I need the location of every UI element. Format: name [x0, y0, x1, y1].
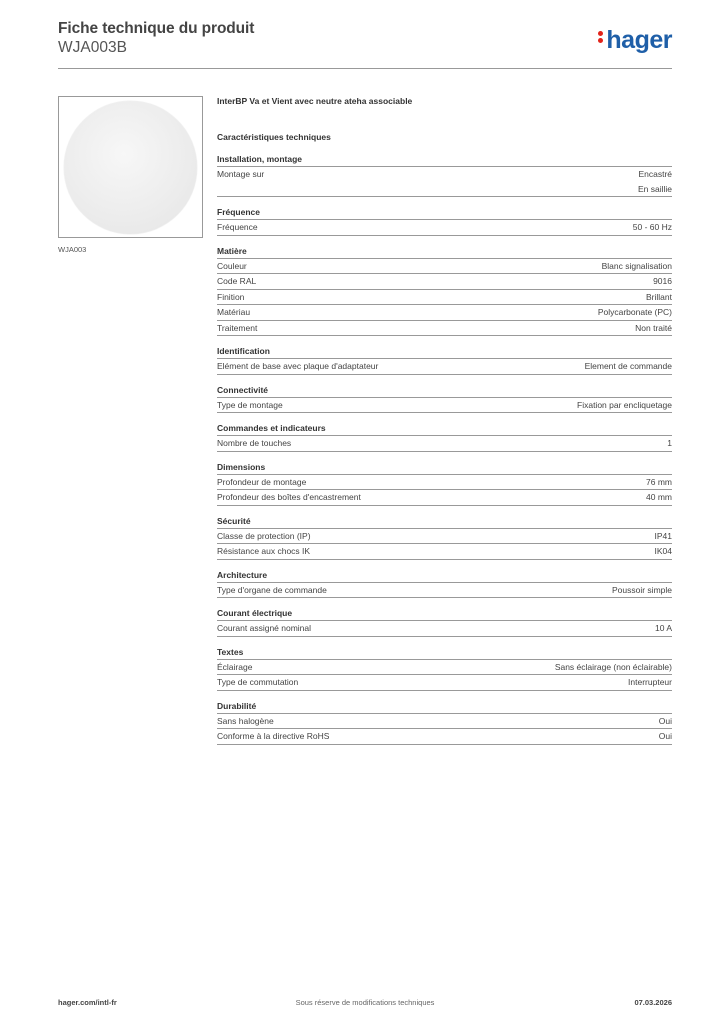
- spec-value-line: Polycarbonate (PC): [597, 307, 672, 317]
- spec-group-title: Fréquence: [217, 207, 672, 220]
- spec-value-line: Brillant: [646, 291, 672, 302]
- spec-group: [217, 154, 672, 197]
- spec-group-title: Courant électrique: [217, 608, 672, 621]
- spec-value-line: 10 A: [654, 623, 672, 633]
- spec-value: [646, 475, 672, 490]
- spec-label: Couleur: [217, 260, 247, 271]
- spec-value-line: Interrupteur: [628, 677, 672, 687]
- spec-value: [633, 220, 672, 235]
- hager-logo: [598, 26, 672, 55]
- spec-label: Fréquence: [217, 222, 258, 232]
- spec-value-line: Blanc signalisation: [601, 260, 672, 271]
- spec-value-line: Sans éclairage (non éclairable): [554, 661, 672, 672]
- spec-label: Type d'organe de commande: [217, 584, 327, 595]
- footer-date: 07.03.2026: [634, 998, 672, 1007]
- spec-group: [217, 385, 672, 414]
- spec-group: [217, 246, 672, 337]
- spec-value: [653, 274, 672, 289]
- spec-label: Profondeur des boîtes d'encastrement: [217, 492, 361, 502]
- spec-groups: [217, 154, 672, 745]
- spec-row: [217, 675, 672, 691]
- spec-row: [217, 259, 672, 275]
- image-caption: WJA003: [58, 245, 87, 254]
- spec-content: [217, 96, 672, 755]
- spec-group: [217, 423, 672, 452]
- footer-website: hager.com/intl-fr: [58, 998, 117, 1007]
- spec-label: Traitement: [217, 322, 258, 333]
- spec-group: [217, 462, 672, 506]
- spec-value-line: 1: [667, 438, 672, 448]
- product-photo-disc: [64, 101, 197, 234]
- spec-group-title: Dimensions: [217, 462, 672, 475]
- spec-value: [555, 660, 672, 675]
- spec-value: [655, 621, 672, 636]
- spec-value-line: En saillie: [637, 183, 672, 194]
- spec-group-title: Textes: [217, 647, 672, 660]
- spec-value: [598, 305, 672, 320]
- spec-group-title: Matière: [217, 246, 672, 259]
- spec-group: [217, 207, 672, 236]
- spec-row: [217, 220, 672, 236]
- spec-row: [217, 490, 672, 506]
- logo-dots-icon: [598, 29, 604, 45]
- spec-value: [655, 544, 673, 559]
- spec-group-title: Sécurité: [217, 516, 672, 529]
- spec-row: [217, 714, 672, 730]
- spec-group-title: Commandes et indicateurs: [217, 423, 672, 436]
- spec-group: [217, 608, 672, 637]
- spec-label: Type de commutation: [217, 677, 299, 687]
- spec-row: [217, 544, 672, 560]
- spec-group: [217, 570, 672, 599]
- spec-value-line: Encastré: [638, 169, 672, 179]
- spec-value-line: Non traité: [635, 322, 672, 333]
- spec-row: [217, 167, 672, 197]
- spec-label: Classe de protection (IP): [217, 530, 311, 541]
- spec-row: [217, 660, 672, 676]
- spec-row: [217, 359, 672, 375]
- spec-row: [217, 398, 672, 414]
- header-divider: [58, 68, 672, 69]
- spec-label: Conforme à la directive RoHS: [217, 731, 330, 741]
- spec-row: [217, 321, 672, 337]
- spec-value-line: 76 mm: [646, 476, 672, 487]
- spec-label: Finition: [217, 291, 245, 302]
- product-reference: WJA003B: [58, 39, 127, 56]
- spec-label: Type de montage: [217, 399, 283, 410]
- spec-group: [217, 647, 672, 691]
- spec-label: Éclairage: [217, 661, 253, 672]
- spec-group-title: Durabilité: [217, 701, 672, 714]
- spec-value-line: IP41: [654, 530, 672, 541]
- spec-label: Sans halogène: [217, 715, 274, 726]
- spec-value-line: Oui: [658, 715, 672, 726]
- spec-value-line: Oui: [658, 731, 672, 741]
- spec-group-title: Connectivité: [217, 385, 672, 398]
- spec-row: [217, 583, 672, 599]
- spec-label: Résistance aux chocs IK: [217, 546, 311, 556]
- spec-row: [217, 529, 672, 545]
- spec-value: [655, 529, 673, 544]
- spec-row: [217, 436, 672, 452]
- spec-value-line: IK04: [654, 546, 672, 556]
- product-name: InterBP Va et Vient avec neutre ateha associable: [217, 96, 413, 106]
- spec-label: Nombre de touches: [217, 438, 292, 448]
- spec-value: [612, 583, 672, 598]
- spec-label: Code RAL: [217, 276, 257, 286]
- spec-value: [577, 398, 672, 413]
- spec-row: [217, 274, 672, 290]
- spec-label: Elément de base avec plaque d'adaptateur: [217, 361, 379, 371]
- spec-row: [217, 621, 672, 637]
- spec-value: [602, 259, 672, 274]
- logo-text: hager: [606, 26, 672, 54]
- spec-row: [217, 290, 672, 306]
- spec-value: [646, 490, 672, 505]
- spec-group: [217, 701, 672, 745]
- spec-group: [217, 516, 672, 560]
- spec-row: [217, 475, 672, 491]
- spec-value: [638, 167, 672, 196]
- spec-value: [659, 714, 672, 729]
- spec-group-title: Installation, montage: [217, 154, 672, 167]
- spec-value-line: 50 - 60 Hz: [632, 222, 672, 232]
- spec-value: [628, 675, 672, 690]
- section-title: Caractéristiques techniques: [217, 132, 331, 142]
- spec-label: Montage sur: [217, 169, 265, 179]
- page-header: [58, 20, 672, 70]
- spec-value: [667, 436, 672, 451]
- spec-value-line: Element de commande: [584, 361, 672, 371]
- spec-value: [659, 729, 672, 744]
- product-image: [58, 96, 203, 238]
- spec-value-line: Poussoir simple: [612, 584, 672, 595]
- spec-value-line: 40 mm: [646, 492, 672, 502]
- spec-group-title: Identification: [217, 346, 672, 359]
- spec-row: [217, 729, 672, 745]
- spec-label: Courant assigné nominal: [217, 623, 312, 633]
- footer-notice: Sous réserve de modifications techniques: [295, 998, 435, 1007]
- spec-label: Matériau: [217, 307, 251, 317]
- spec-group-title: Architecture: [217, 570, 672, 583]
- spec-group: [217, 346, 672, 375]
- spec-value-line: 9016: [653, 276, 672, 286]
- spec-value: [585, 359, 672, 374]
- spec-label: Profondeur de montage: [217, 476, 307, 487]
- spec-value-line: Fixation par encliquetage: [577, 399, 672, 410]
- spec-value: [646, 290, 672, 305]
- spec-value: [635, 321, 672, 336]
- page-title: Fiche technique du produit: [58, 20, 255, 37]
- spec-row: [217, 305, 672, 321]
